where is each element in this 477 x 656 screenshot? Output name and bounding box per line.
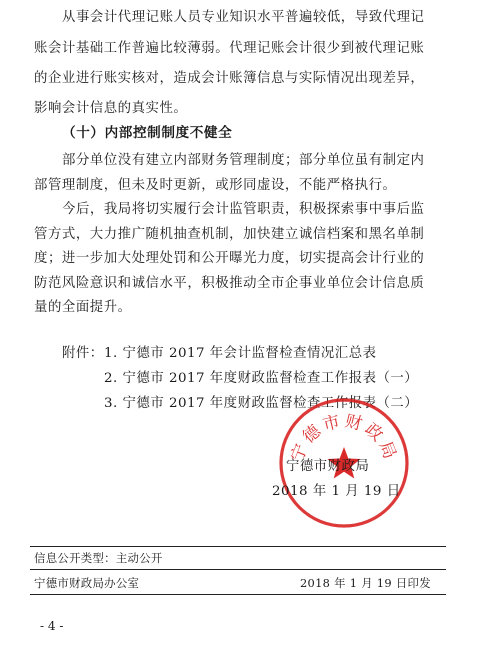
body-line-1: 从事会计代理记账人员专业知识水平普遍较低，导致代理记: [62, 10, 425, 25]
signature-date: 2018 年 1 月 19 日: [272, 484, 401, 499]
attachment-item-3: 3. 宁德市 2017 年度财政监督检查工作报表（二）: [104, 396, 419, 411]
attachment-item-1: 1. 宁德市 2017 年会计监督检查情况汇总表: [104, 346, 377, 361]
section-heading: （十）内部控制制度不健全: [62, 125, 233, 141]
para-a-line-2: 部管理制度，但未及时更新，或形同虚设，不能严格执行。: [34, 178, 397, 193]
para-a-line-1: 部分单位没有建立内部财务管理制度；部分单位虽有制定内: [62, 153, 425, 168]
footer-divider-mid: [30, 569, 446, 570]
footer-divider-bottom: [30, 594, 446, 595]
print-date: 2018 年 1 月 19 日印发: [300, 576, 431, 590]
page-number: - 4 -: [40, 619, 64, 633]
disclosure-type: 信息公开类型：主动公开: [34, 551, 163, 565]
signature-org: 宁德市财政局: [286, 459, 370, 474]
body-line-3: 的企业进行账实核对，造成会计账簿信息与实际情况出现差异，: [34, 71, 425, 86]
para-b-line-4: 防范风险意识和诚信水平，积极推动全市企事业单位会计信息质: [34, 276, 425, 291]
body-line-4: 影响会计信息的真实性。: [34, 101, 188, 116]
attachment-item-2: 2. 宁德市 2017 年度财政监督检查工作报表（一）: [104, 371, 419, 386]
attachments-label: 附件：: [62, 346, 104, 361]
para-b-line-3: 度；进一步加大处理处罚和公开曝光力度，切实提高会计行业的: [34, 251, 425, 266]
para-b-line-1: 今后，我局将切实履行会计监管职责，积极探索事中事后监: [62, 202, 425, 217]
para-b-line-2: 管方式，大力推广随机抽查机制，加快建立诚信档案和黑名单制: [34, 227, 425, 242]
footer-divider-top: [30, 546, 446, 547]
svg-text:宁德市财政局: 宁德市财政局: [287, 411, 401, 465]
issuing-office: 宁德市财政局办公室: [34, 576, 140, 590]
body-line-2: 账会计基础工作普遍比较薄弱。代理记账会计很少到被代理记账: [34, 41, 425, 56]
para-b-line-5: 量的全面提升。: [34, 300, 132, 315]
